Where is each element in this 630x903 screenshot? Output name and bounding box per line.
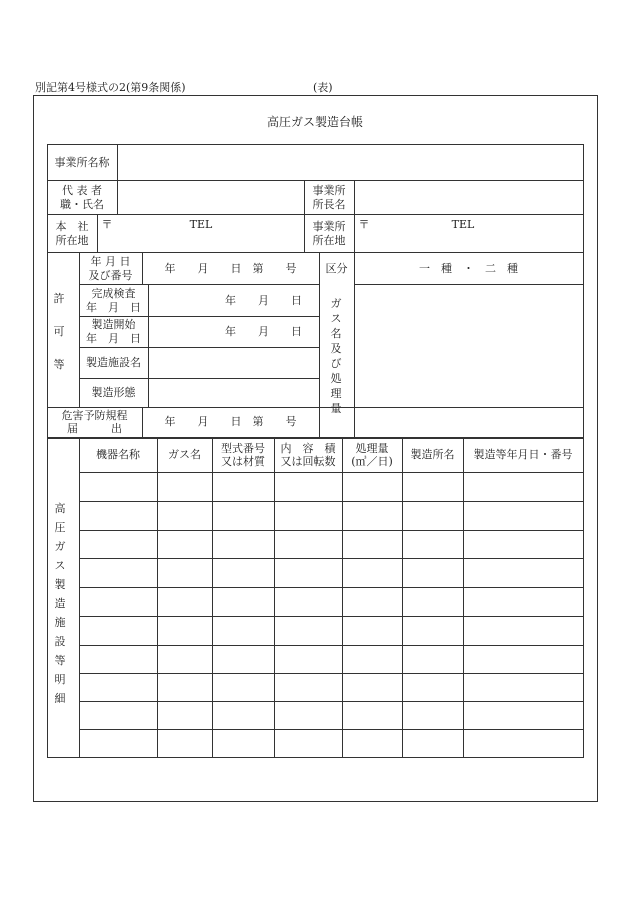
facility-cell[interactable]	[464, 730, 583, 757]
facility-label-char: 明	[54, 673, 66, 686]
facility-cell[interactable]	[80, 617, 157, 645]
facility-cell[interactable]	[158, 502, 212, 530]
facility-cell[interactable]	[343, 473, 402, 501]
column-header	[212, 438, 274, 472]
column-header-line2: 又は回転数	[280, 455, 336, 468]
hq-tel-label: TEL	[189, 218, 213, 232]
grid-line-v	[583, 144, 584, 757]
facility-cell[interactable]	[403, 702, 463, 729]
gas-name-quantity-label	[329, 298, 343, 414]
facility-cell[interactable]	[464, 559, 583, 587]
form-side-label: (表)	[313, 81, 333, 94]
facility-cell[interactable]	[343, 646, 402, 673]
facility-details-label	[53, 503, 67, 704]
facility-cell[interactable]	[275, 702, 342, 729]
facility-label-char: 高	[54, 502, 66, 515]
facility-cell[interactable]	[275, 730, 342, 757]
facility-label-char: 細	[54, 692, 66, 705]
gas-label-char: ス	[330, 312, 342, 325]
column-header-line2: 又は材質	[221, 455, 265, 468]
facility-cell[interactable]	[343, 502, 402, 530]
facility-cell[interactable]	[158, 617, 212, 645]
facility-cell[interactable]	[403, 473, 463, 501]
representative-label	[47, 181, 117, 214]
facility-cell[interactable]	[275, 617, 342, 645]
facility-cell[interactable]	[464, 502, 583, 530]
gas-label-char: び	[330, 357, 342, 370]
facility-cell[interactable]	[403, 617, 463, 645]
postal-mark-icon: 〒	[101, 218, 113, 232]
facility-cell[interactable]	[213, 702, 274, 729]
facility-cell[interactable]	[213, 674, 274, 701]
category-value[interactable]: 一 種 ・ 二 種	[419, 261, 518, 275]
office-tel-label: TEL	[451, 218, 475, 232]
gas-label-char: 処	[330, 372, 342, 385]
completion-label-line2: 年 月 日	[86, 300, 141, 314]
facility-cell[interactable]	[80, 531, 157, 558]
permit-char: 可	[53, 325, 65, 338]
hazard-label-line1: 危害予防規程	[61, 408, 128, 422]
facility-cell[interactable]	[464, 473, 583, 501]
office-name-label: 事業所名称	[54, 155, 110, 169]
facility-cell[interactable]	[464, 674, 583, 701]
column-header	[79, 438, 157, 472]
facility-cell[interactable]	[80, 588, 157, 616]
column-header	[463, 438, 583, 472]
facility-label-char: 造	[54, 597, 66, 610]
facility-name-field[interactable]	[148, 347, 319, 378]
production-start-date[interactable]: 年 月 日	[225, 324, 302, 338]
hq-label-line2: 所在地	[55, 233, 89, 247]
facility-cell[interactable]	[275, 531, 342, 558]
office-manager-label	[304, 181, 354, 214]
facility-cell[interactable]	[464, 617, 583, 645]
facility-cell[interactable]	[403, 730, 463, 757]
facility-cell[interactable]	[464, 646, 583, 673]
column-header-line1: 機器名称	[96, 448, 140, 462]
column-header-line2: (㎥／日)	[351, 455, 393, 468]
permit-date-label-line1: 年 月 日	[90, 255, 131, 269]
facility-cell[interactable]	[213, 559, 274, 587]
facility-label-char: 設	[54, 635, 66, 648]
facility-cell[interactable]	[275, 588, 342, 616]
gas-label-char: 理	[330, 387, 342, 400]
facility-cell[interactable]	[343, 617, 402, 645]
start-label-line2: 年 月 日	[86, 331, 141, 345]
facility-cell[interactable]	[464, 702, 583, 729]
facility-cell[interactable]	[213, 588, 274, 616]
production-form-field[interactable]	[148, 378, 319, 407]
office-name-field[interactable]	[117, 145, 583, 180]
permit-date-number-label	[79, 253, 142, 284]
hazard-prevention-value[interactable]: 年 月 日 第 号	[164, 415, 297, 429]
office-location-label-line2: 所在地	[312, 233, 346, 247]
grid-line-h	[47, 757, 584, 758]
facility-label-char: 製	[54, 578, 66, 591]
representative-field[interactable]	[117, 181, 304, 214]
facility-cell[interactable]	[403, 559, 463, 587]
facility-cell[interactable]	[158, 702, 212, 729]
facility-cell[interactable]	[275, 559, 342, 587]
postal-mark-icon: 〒	[358, 218, 370, 232]
facility-cell[interactable]	[158, 588, 212, 616]
facility-cell[interactable]	[343, 588, 402, 616]
hazard-prevention-label	[47, 407, 142, 437]
form-number: 別記第4号様式の2(第9条関係)	[35, 81, 186, 94]
column-header-line1: 型式番号	[221, 441, 265, 455]
facility-label-char: 圧	[54, 521, 66, 534]
column-header-line1: 製造所名	[410, 448, 455, 462]
facility-label-char: ス	[54, 559, 66, 572]
office-address-field[interactable]	[354, 232, 583, 252]
facility-cell[interactable]	[464, 531, 583, 558]
facility-cell[interactable]	[275, 646, 342, 673]
facility-cell[interactable]	[403, 502, 463, 530]
facility-cell[interactable]	[80, 730, 157, 757]
facility-cell[interactable]	[275, 674, 342, 701]
permit-date-number-value[interactable]: 年 月 日 第 号	[164, 261, 297, 275]
hq-address-field[interactable]	[97, 232, 304, 252]
category-label: 区分	[325, 261, 348, 275]
facility-cell[interactable]	[80, 646, 157, 673]
facility-cell[interactable]	[403, 588, 463, 616]
completion-inspection-date[interactable]: 年 月 日	[225, 293, 302, 307]
column-header-line1: 内 容 積	[280, 441, 336, 455]
facility-cell[interactable]	[213, 473, 274, 501]
facility-cell[interactable]	[158, 559, 212, 587]
hq-label-line1: 本 社	[55, 220, 89, 234]
office-manager-label-line2: 所長名	[312, 197, 346, 211]
facility-cell[interactable]	[213, 502, 274, 530]
column-header-line1: 製造等年月日・番号	[473, 448, 573, 462]
facility-cell[interactable]	[343, 531, 402, 558]
facility-cell[interactable]	[158, 473, 212, 501]
gas-label-char: 量	[330, 402, 342, 415]
gas-label-char: ガ	[330, 297, 342, 310]
facility-cell[interactable]	[275, 502, 342, 530]
facility-cell[interactable]	[343, 730, 402, 757]
facility-cell[interactable]	[343, 559, 402, 587]
production-start-label	[79, 316, 148, 347]
office-location-label	[304, 215, 354, 252]
office-manager-field[interactable]	[354, 181, 583, 214]
facility-cell[interactable]	[403, 531, 463, 558]
facility-cell[interactable]	[158, 646, 212, 673]
facility-label-char: ガ	[54, 540, 66, 553]
facility-cell[interactable]	[343, 674, 402, 701]
column-header	[157, 438, 212, 472]
facility-cell[interactable]	[213, 730, 274, 757]
facility-cell[interactable]	[80, 702, 157, 729]
column-header	[342, 438, 402, 472]
completion-label-line1: 完成検査	[91, 287, 136, 301]
facility-cell[interactable]	[158, 531, 212, 558]
permit-group-label	[52, 293, 66, 370]
hazard-label-line2: 届 出	[67, 422, 122, 435]
production-form-label: 製造形態	[91, 385, 136, 399]
column-header	[274, 438, 342, 472]
hq-location-label	[47, 215, 97, 252]
column-header-line1: ガス名	[168, 448, 201, 462]
facility-cell[interactable]	[158, 730, 212, 757]
representative-label-line1: 代 表 者	[62, 184, 102, 198]
facility-cell[interactable]	[343, 702, 402, 729]
facility-label-char: 施	[54, 616, 66, 629]
permit-char: 等	[53, 358, 65, 371]
permit-date-label-line2: 及び番号	[88, 268, 133, 282]
facility-cell[interactable]	[213, 531, 274, 558]
office-manager-label-line1: 事業所	[312, 184, 346, 198]
column-header	[402, 438, 463, 472]
facility-cell[interactable]	[213, 646, 274, 673]
facility-cell[interactable]	[80, 674, 157, 701]
permit-char: 許	[53, 292, 65, 305]
facility-cell[interactable]	[403, 674, 463, 701]
facility-cell[interactable]	[213, 617, 274, 645]
facility-cell[interactable]	[158, 674, 212, 701]
column-header-line1: 処理量	[355, 441, 389, 455]
gas-name-quantity-field[interactable]	[354, 285, 583, 437]
facility-cell[interactable]	[275, 473, 342, 501]
facility-cell[interactable]	[80, 502, 157, 530]
representative-label-line2: 職・氏名	[60, 197, 104, 211]
facility-label-char: 等	[54, 654, 66, 667]
facility-cell[interactable]	[80, 559, 157, 587]
facility-name-label: 製造施設名	[86, 355, 141, 369]
form-title: 高圧ガス製造台帳	[266, 115, 363, 129]
start-label-line1: 製造開始	[91, 318, 136, 332]
facility-cell[interactable]	[80, 473, 157, 501]
office-location-label-line1: 事業所	[312, 220, 346, 234]
gas-label-char: 及	[330, 342, 342, 355]
facility-cell[interactable]	[403, 646, 463, 673]
gas-label-char: 名	[330, 327, 342, 340]
facility-cell[interactable]	[464, 588, 583, 616]
completion-inspection-label	[79, 285, 148, 316]
